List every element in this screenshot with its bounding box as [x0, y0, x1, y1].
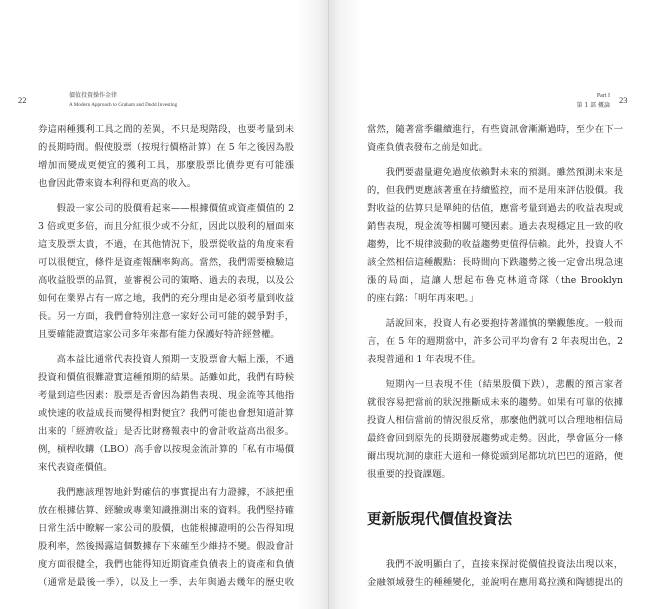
paragraph: [367, 315, 623, 369]
text-line: 對收益的估算只是單純的估值，應當考量到過去的收益表現或: [367, 203, 623, 214]
text-line: 的座右銘：「明年再來吧。」: [367, 293, 479, 304]
text-line: 爾出現坑洞的康莊大道和一條從頭到尾都坑坑巴巴的道路，便: [367, 451, 623, 462]
text-line: 度方面很健全，我們也能得知近期資產負債表上的資產和負債: [38, 559, 294, 570]
text-line: 趨勢，比不規律波動的收益趨勢更值得信賴。此外，投資人不: [367, 239, 623, 250]
paragraph: [367, 121, 623, 157]
text-line: （通常是最後一季），以及上一季、去年與過去幾年的歷史收: [38, 577, 294, 588]
text-line: 這支股票太貴，不過，在其他情況下，股票從收益的角度來看: [38, 239, 294, 250]
text-line: 的，但我們更應該著重在持續監控，而不是用來評估股價。我: [367, 185, 623, 196]
right-page-number: 23: [619, 95, 628, 105]
text-line: 增加而變成更便宜的獲利工具，那麼股票比債券更有可能漲: [38, 160, 294, 171]
left-running-subtitle: A Modern Approach to Graham and Dodd Investing: [69, 102, 178, 108]
page-fold: [328, 0, 329, 609]
text-line: 言，在 5 年的週期當中，許多公司平均會有 2 年表現出色，2: [367, 336, 623, 347]
right-page-body: [367, 121, 623, 592]
text-line: 投資和價值很難證實這種預期的結果。話雖如此，我們有時候: [38, 372, 294, 383]
paragraph: [367, 164, 623, 308]
text-line: 很重要的投資課題。: [367, 469, 451, 480]
text-line: 我們不說明顯白了，直接來探討從價值投資法出現以來，: [385, 559, 623, 570]
text-line: 或快速的收益成長而變得相對便宜？我們可能也會想知道計算: [38, 408, 294, 419]
text-line: 高本益比通常代表投資人預期一支股票會大幅上漲，不過: [56, 354, 294, 365]
paragraph: [38, 351, 294, 477]
paragraph: [367, 376, 623, 484]
text-line: 如何在業界占有一席之地，我們的充分理由是必須考量到收益: [38, 293, 294, 304]
text-line: 短期內一旦表現不佳（結果股價下跌），悲觀的預言家者: [385, 379, 623, 390]
text-line: 來代表資產價值。: [38, 462, 113, 473]
paragraph: [38, 484, 294, 592]
gutter-shadow: [296, 0, 362, 609]
text-line: 長。另一方面，我們會特別注意一家好公司可能的競爭對手，: [38, 311, 294, 322]
text-line: 日常生活中瞭解一家公司的股價，也能根據證明的公告得知現: [38, 523, 294, 534]
text-line: 資產負債表發布之前是如此。: [367, 142, 488, 153]
right-part-label: Part I: [596, 93, 610, 99]
text-line: 漲的局面，這讓人想起布魯克林道奇隊（the Brooklyn: [367, 275, 623, 286]
text-line: 金融領域發生的種種變化，並說明在應用葛拉漢和陶德提出的: [367, 577, 623, 588]
text-line: 可以很便宜，條件是資產報酬率夠高。當然，我們需要檢驗這: [38, 257, 294, 268]
text-line: 放在根據估算、經驗或專業知識推測出來的資料。我們堅持確: [38, 505, 294, 516]
text-line: 且要確能證實這家公司多年來都有能力保護好特許經營權。: [38, 329, 280, 340]
text-line: 投資人相信當前的情況很反常，那麼他們就可以合理地相信局: [367, 415, 623, 426]
text-line: 股利率，然後揭露這個數據存下來確至少維持不變。假設會計: [38, 541, 294, 552]
text-line: 高收益股票的品質，並審視公司的策略、過去的表現，以及公: [38, 275, 294, 286]
text-line: 也會因此帶來資本利得和更高的收入。: [38, 178, 197, 189]
text-line: 表現普通和 1 年表現不佳。: [367, 354, 482, 365]
text-line: 假設一家公司的股價看起來——根據價值或資產價值的 2: [56, 203, 294, 214]
left-page-number: 22: [18, 95, 27, 105]
left-running-title: 價值投資操作金律: [69, 92, 118, 99]
text-line: 我們要盡量避免過度依賴對未來的預測。雖然預測未來是: [385, 167, 623, 178]
text-line: 例，槓桿收購（LBO）高手會以按現金流計算的「私有市場價: [38, 444, 294, 455]
section-heading: 更新版現代價值投資法: [367, 511, 512, 528]
text-line: 出來的「經濟收益」是否比財務報表中的會計收益高出很多。: [38, 426, 294, 437]
paragraph: [38, 121, 294, 193]
left-page-body: [38, 121, 294, 592]
text-line: 就很容易把當前的狀況推斷成未來的趨勢。如果有可靠的依據: [367, 397, 623, 408]
paragraph: [367, 556, 623, 592]
paragraph: [38, 200, 294, 344]
text-line: 3 倍或更多倍，而且分紅很少或不分紅，因此以股利的層面來: [38, 221, 294, 232]
text-line: 銷售表現，現金流等相關可變因素。過去表現穩定且一致的收: [367, 221, 623, 232]
text-line: 我們應該理智地針對確信的事實提出有力證據，不該把重: [56, 487, 294, 498]
text-line: 當然，隨著當季繼續進行，有些資訊會漸漸過時，至少在下一: [367, 124, 623, 135]
text-line: 券這兩種獲利工具之間的差異，不只是現階段，也要考量到未: [38, 124, 294, 135]
text-line: 的長期時間。假使股票（按現行價格計算）在 5 年之後因為股: [38, 142, 294, 153]
right-chapter-label: 第 1 部 概論: [576, 102, 610, 109]
text-line: 最終會回到原先的長期發展趨勢或走勢。因此，學會區分一條: [367, 433, 623, 444]
text-line: 話說回來，投資人有必要抱持著謹慎的樂觀態度。一般而: [385, 318, 623, 329]
text-line: 考量到這些因素：股票是否會因為銷售表現、現金流等其他指: [38, 390, 294, 401]
text-line: 該全然相信這種觀點：長時間向下跌趨勢之後一定會出現急速: [367, 257, 623, 268]
